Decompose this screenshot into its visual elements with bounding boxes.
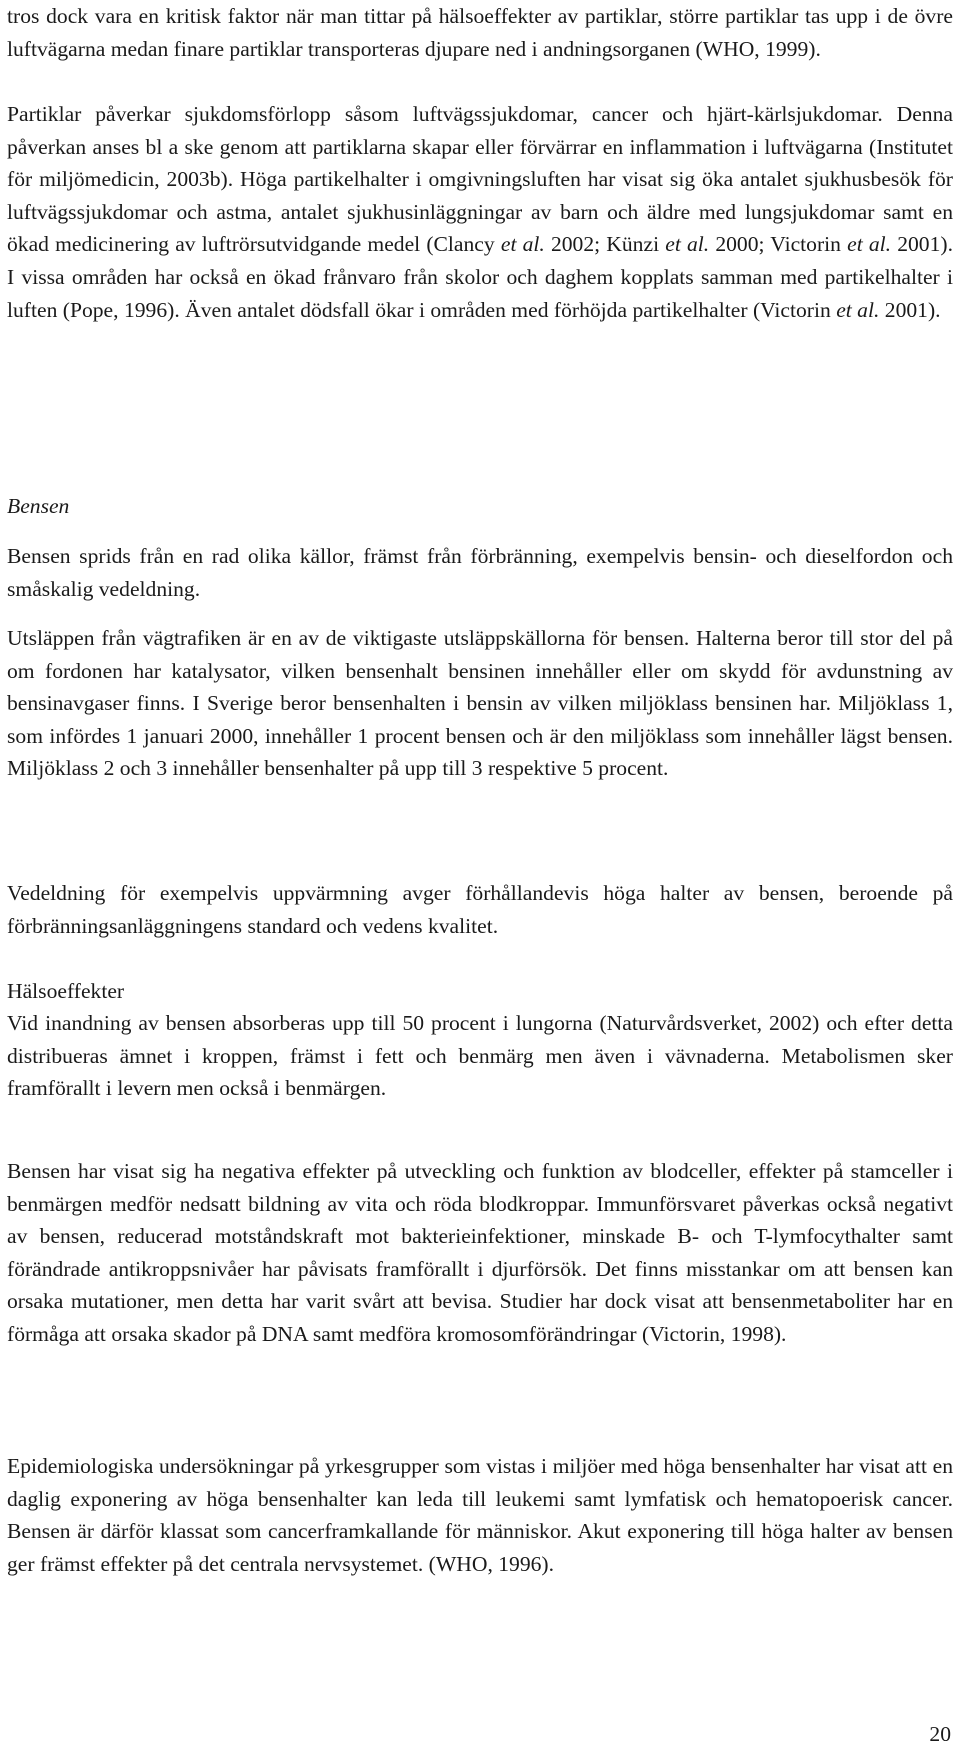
- paragraph-particle-size: tros dock vara en kritisk faktor när man tittar på hälsoeffekter av partiklar, större partiklar tas upp i de övre luftvägarna medan finare partiklar transporteras djupare ned i andningsorganen (WHO, 1999).: [7, 4, 953, 61]
- paragraph-text: 2002; Künzi: [544, 232, 666, 257]
- paragraph-inhalation: Vid inandning av bensen absorberas upp till 50 procent i lungorna (Naturvårdsverket, 2002) och efter detta distribueras ämnet i kroppen, främst i fett och benmärg men även i vävnaderna. Metabolismen sker framförallt i levern men också i benmärgen.: [7, 1011, 953, 1101]
- citation-et-al: et al.: [500, 232, 545, 257]
- paragraph-blood-cell-effects: Bensen har visat sig ha negativa effekter på utveckling och funktion av blodceller, effekter på stamceller i benmärgen medför nedsatt bildning av vita och röda blodkroppar. Immunförsvaret påverkas också negativt av bensen, reducerad motståndskraft mot bakterieinfektioner, minskade B- och T-lymfocythalter samt förändrade antikroppsnivåer har påvisats framförallt i djurförsök. Det finns misstankar om att bensen kan orsaka mutationer, men detta har varit svårt att bevisa. Studier har dock visat att bensenmetaboliter har en förmåga att orsaka skador på DNA samt medföra kromosomförändringar (Victorin, 1998).: [7, 1159, 953, 1346]
- citation-et-al: et al.: [847, 232, 892, 257]
- paragraph-text: 2001). I vissa områden har också en ökad frånvaro från skolor och daghem kopplats samman med partikelhalter i luften (Pope, 1996). Även antalet dödsfall ökar i områden med förhöjda partikelhalter (Victorin: [7, 232, 953, 322]
- paragraph-text: 2000; Victorin: [709, 232, 848, 257]
- document-page: [7, 0, 953, 1762]
- paragraph-epidemiology: Epidemiologiska undersökningar på yrkesgrupper som vistas i miljöer med höga bensenhalter har visat att en daglig exponering av höga bensenhalter kan leda till leukemi samt lymfatisk och hematopoerisk cancer. Bensen är därför klassat som cancerframkallande för människor. Akut exponering till höga halter av bensen ger främst effekter på det centrala nervsystemet. (WHO, 1996).: [7, 1454, 953, 1576]
- paragraph-particle-health-effects: [7, 98, 953, 326]
- paragraph-text: Partiklar påverkar sjukdomsförlopp såsom luftvägssjukdomar, cancer och hjärt-kärlsjukdomar. Denna påverkan anses bl a ske genom att partiklarna skapar eller förvärrar en inflammation i luftvägarna (Institutet för miljömedicin, 2003b). Höga partikelhalter i omgivningsluften har visat sig öka antalet sjukhusbesök för luftvägssjukdomar och astma, antalet sjukhusinläggningar av barn och äldre med lungsjukdomar samt en ökad medicinering av luftrörsutvidgande medel (Clancy: [7, 102, 953, 257]
- paragraph-wood-burning: Vedeldning för exempelvis uppvärmning avger förhållandevis höga halter av bensen, beroende på förbränningsanläggningens standard och vedens kvalitet.: [7, 881, 953, 938]
- section-heading-bensen: Bensen: [7, 494, 70, 518]
- section-heading-halsoeffekter: Hälsoeffekter: [7, 979, 125, 1003]
- paragraph-text: 2001).: [879, 297, 941, 322]
- paragraph-traffic-emissions: Utsläppen från vägtrafiken är en av de viktigaste utsläppskällorna för bensen. Halterna beror till stor del på om fordonen har katalysator, vilken bensenhalt bensinen innehåller eller om skydd för avdunstning av bensinavgaser finns. I Sverige beror bensenhalten i bensin av vilken miljöklass bensinen har. Miljöklass 1, som infördes 1 januari 2000, innehåller 1 procent bensen och är den miljöklass som innehåller lägst bensen. Miljöklass 2 och 3 innehåller bensenhalter på upp till 3 respektive 5 procent.: [7, 626, 953, 781]
- page-number: 20: [929, 1722, 951, 1746]
- paragraph-bensen-sources: Bensen sprids från en rad olika källor, främst från förbränning, exempelvis bensin- och dieselfordon och småskalig vedeldning.: [7, 544, 953, 601]
- citation-et-al: et al.: [665, 232, 710, 257]
- citation-et-al: et al.: [836, 297, 880, 322]
